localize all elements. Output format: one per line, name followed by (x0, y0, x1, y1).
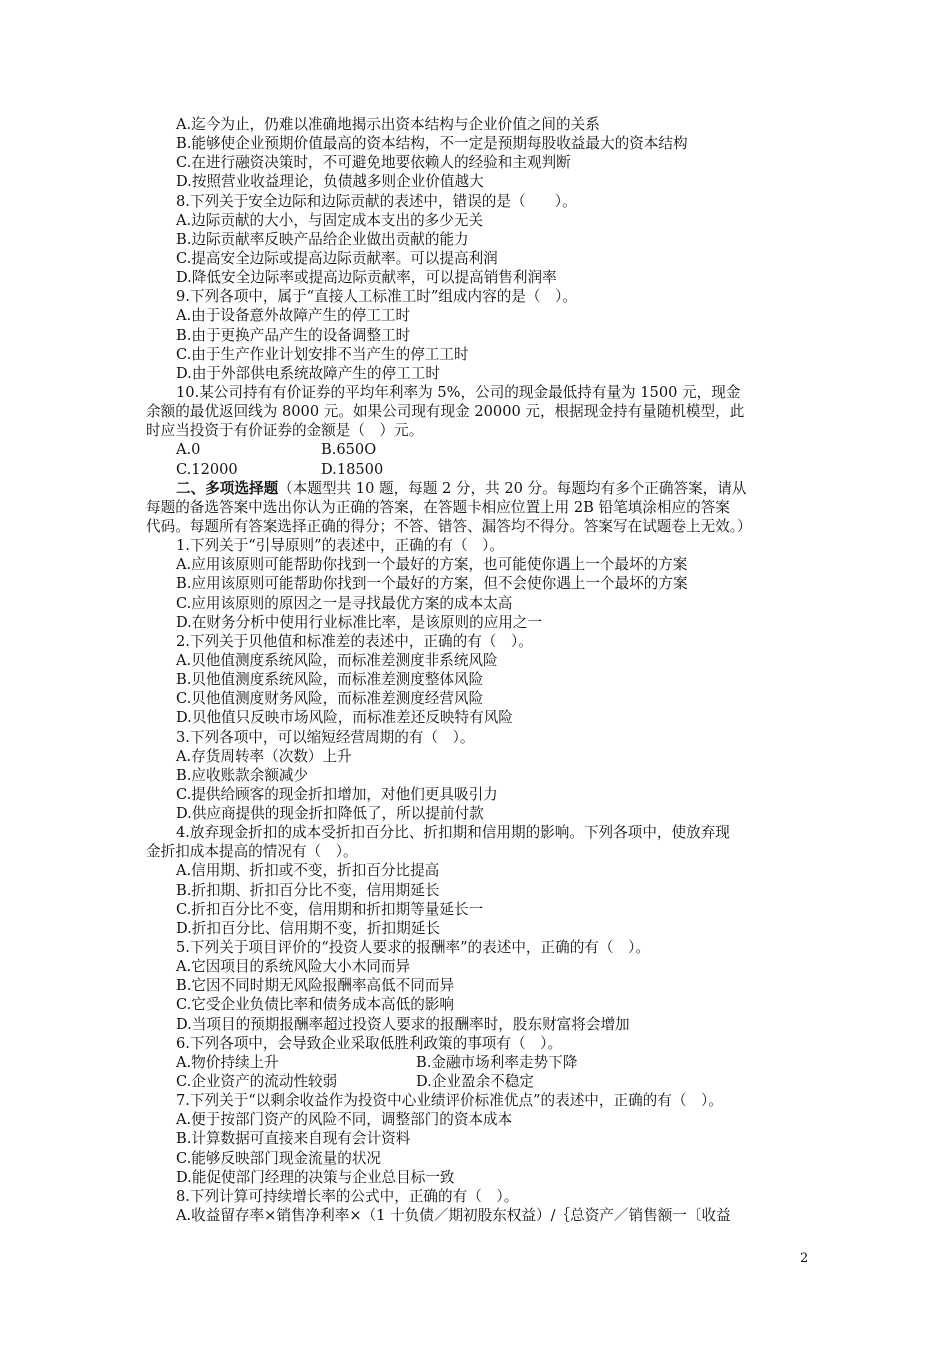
question-line: 余额的最优返回线为 8000 元。如果公司现有现金 20000 元，根据现金持有量随机模型，此 (146, 403, 745, 421)
section-intro-line: 代码。每题所有答案选择正确的得分；不答、错答、漏答均不得分。答案写在试题卷上无效。） (146, 517, 752, 535)
option-line: B.计算数据可直接来自现有会计资料 (176, 1130, 411, 1148)
question-line: 6.下列各项中，会导致企业采取低胜利政策的事项有（ ）。 (176, 1034, 563, 1052)
option-line: A.由于设备意外故障产生的停工工时 (176, 307, 411, 325)
option-line: B.能够使企业预期价值最高的资本结构，不一定是预期每股收益最大的资本结构 (176, 135, 688, 153)
option-line: C.它受企业负债比率和债务成本高低的影响 (176, 996, 454, 1014)
option-line: B.边际贡献率反映产品给企业做出贡献的能力 (176, 230, 469, 248)
option-line: C.能够反映部门现金流量的状况 (176, 1149, 382, 1167)
option-line: B.它因不同时期无风险报酬率高低不同而异 (176, 977, 455, 995)
section-intro-line (146, 479, 812, 498)
option-line: B.由于更换产品产生的设备调整工时 (176, 326, 411, 344)
question-line: 9.下列各项中，属于“直接人工标准工时”组成内容的是（ ）。 (176, 288, 577, 306)
option-line: B.应用该原则可能帮助你找到一个最好的方案，但不会使你遇上一个最坏的方案 (176, 575, 688, 593)
option-line: D.能促使部门经理的决策与企业总目标一致 (176, 1168, 455, 1186)
option-c: C.12000 (176, 460, 238, 478)
option-line: A.边际贡献的大小，与固定成本支出的多少无关 (176, 211, 484, 229)
option-line: C.折扣百分比不变，信用期和折扣期等量延长一 (176, 900, 484, 918)
option-line: C.提高安全边际或提高边际贡献率。可以提高利润 (176, 249, 498, 267)
option-line: C.提供给顾客的现金折扣增加，对他们更具吸引力 (176, 785, 498, 803)
page-content (146, 115, 812, 1225)
option-line: A.它因项目的系统风险大小木同而异 (176, 958, 411, 976)
section-instructions: （本题型共 10 题，每题 2 分，共 20 分。每题均有多个正确答案，请从 (278, 479, 747, 497)
option-line: A.信用期、折扣或不变，折扣百分比提高 (176, 862, 440, 880)
question-line: 8.下列计算可持续增长率的公式中，正确的有（ ）。 (176, 1187, 519, 1205)
option-line: D.供应商提供的现金折扣降低了，所以提前付款 (176, 805, 484, 823)
option-line: D.降低安全边际率或提高边际贡献率，可以提高销售利润率 (176, 269, 557, 287)
option-line: A.应用该原则可能帮助你找到一个最好的方案，也可能使你遇上一个最坏的方案 (176, 556, 688, 574)
question-line: 8.下列关于安全边际和边际贡献的表述中，错误的是（ ）。 (176, 192, 577, 210)
section-intro-line: 每题的备选答案中选出你认为正确的答案，在答题卡相应位置上用 2B 铅笔填涂相应的答案 (146, 498, 730, 516)
option-line: D.按照营业收益理论，负债越多则企业价值越大 (176, 173, 484, 191)
option-b: B.金融市场利率走势下降 (416, 1053, 578, 1071)
question-line: 金折扣成本提高的情况有（ ）。 (146, 843, 358, 861)
option-line: D.在财务分析中使用行业标准比率，是该原则的应用之一 (176, 613, 543, 631)
option-line: B.贝他值测度系统风险，而标准差测度整体风险 (176, 671, 484, 689)
option-line: D.折扣百分比、信用期不变，折扣期延长 (176, 919, 440, 937)
question-line: 5.下列关于项目评价的“投资人要求的报酬率”的表述中，正确的有（ ）。 (176, 939, 650, 957)
question-line: 时应当投资于有价证券的金额是（ ）元。 (146, 422, 424, 440)
option-row (146, 1072, 812, 1091)
option-line: A.迄今为止，仍难以准确地揭示出资本结构与企业价值之间的关系 (176, 116, 600, 133)
page-number: 2 (800, 1251, 809, 1266)
section-heading: 二、多项选择题 (176, 479, 279, 497)
option-line: D.由于外部供电系统故障产生的停工工时 (176, 364, 440, 382)
question-line: 1.下列关于“引导原则”的表述中，正确的有（ ）。 (176, 537, 505, 555)
option-b: B.650O (321, 441, 377, 459)
option-line: C.应用该原则的原因之一是寻找最优方案的成本太高 (176, 594, 513, 612)
option-line: A.便于按部门资产的风险不同，调整部门的资本成本 (176, 1111, 513, 1129)
option-line: C.由于生产作业计划安排不当产生的停工工时 (176, 345, 469, 363)
option-a: A.0 (176, 441, 201, 459)
option-line: D.当项目的预期报酬率超过投资人要求的报酬率时，股东财富将会增加 (176, 1015, 630, 1033)
option-line: A.贝他值测度系统风险，而标准差测度非系统风险 (176, 651, 498, 669)
option-line: C.贝他值测度财务风险，而标准差测度经营风险 (176, 690, 484, 708)
question-line: 3.下列各项中，可以缩短经营周期的有（ ）。 (176, 728, 475, 746)
option-d: D.企业盈余不稳定 (416, 1073, 534, 1091)
option-row (146, 460, 812, 479)
option-line: A.存货周转率（次数）上升 (176, 747, 352, 765)
option-line: D.贝他值只反映市场风险，而标准差还反映特有风险 (176, 709, 513, 727)
option-line: C.在进行融资决策时，不可避免地要依赖人的经验和主观判断 (176, 154, 571, 172)
question-line: 2.下列关于贝他值和标准差的表述中，正确的有（ ）。 (176, 632, 533, 650)
option-c: C.企业资产的流动性较弱 (176, 1073, 338, 1091)
option-a: A.物价持续上升 (176, 1053, 279, 1071)
option-row (146, 1053, 812, 1072)
option-line: B.折扣期、折扣百分比不变，信用期延长 (176, 881, 440, 899)
option-row (146, 440, 812, 459)
option-d: D.18500 (321, 460, 384, 478)
question-line: 10.某公司持有有价证券的平均年利率为 5%，公司的现金最低持有量为 1500 元，现金 (176, 383, 741, 401)
option-line: A.收益留存率×销售净利率×（1 十负债／期初股东权益）/｛总资产／销售额一〔收益 (176, 1207, 731, 1225)
question-line: 4.放弃现金折扣的成本受折扣百分比、折扣期和信用期的影响。下列各项中，使放弃现 (176, 824, 730, 842)
question-line: 7.下列关于“以剩余收益作为投资中心业绩评价标准优点”的表述中，正确的有（ ）。 (176, 1092, 723, 1110)
option-line: B.应收账款余额减少 (176, 766, 309, 784)
